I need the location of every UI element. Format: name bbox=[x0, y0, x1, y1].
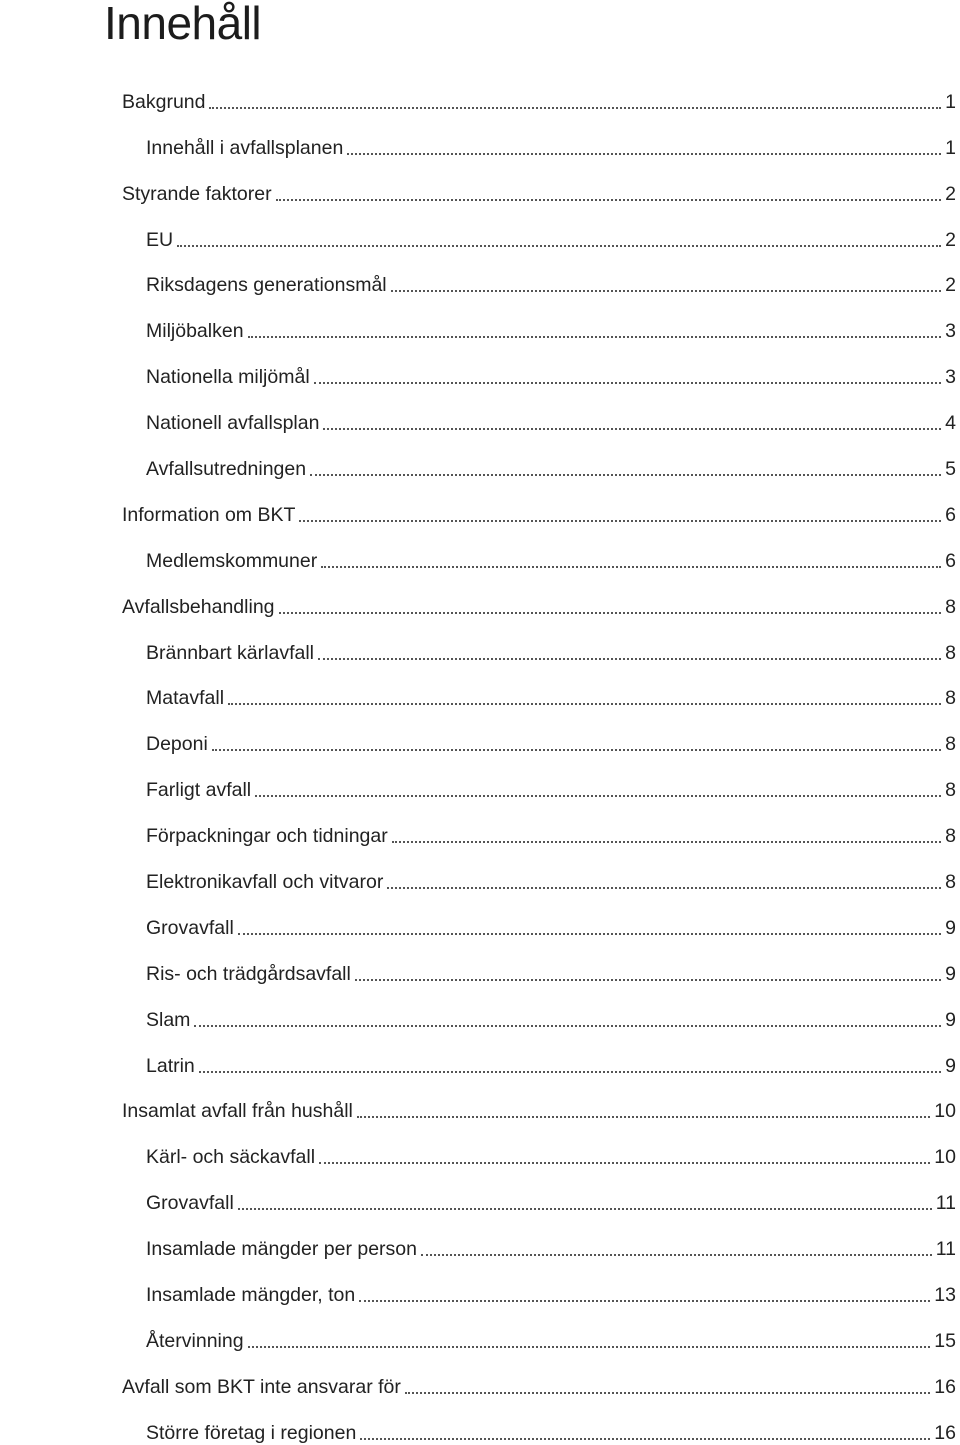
toc-page-number: 8 bbox=[945, 733, 956, 756]
toc-entry[interactable] bbox=[0, 1399, 960, 1445]
toc-entry[interactable] bbox=[0, 435, 960, 481]
dot-leader bbox=[359, 1300, 930, 1302]
toc-entry-title: Grovavfall bbox=[146, 1192, 234, 1215]
toc-page-number: 6 bbox=[945, 549, 956, 572]
toc-entry-title: Latrin bbox=[146, 1054, 195, 1077]
toc-entry-title: Miljöbalken bbox=[146, 320, 244, 343]
toc-entry[interactable] bbox=[0, 665, 960, 711]
toc-entry-title: Återvinning bbox=[146, 1329, 244, 1352]
toc-page-number: 4 bbox=[945, 412, 956, 435]
dot-leader bbox=[321, 566, 941, 568]
toc-entry[interactable] bbox=[0, 940, 960, 986]
dot-leader bbox=[255, 795, 941, 797]
table-of-contents bbox=[0, 68, 960, 1445]
toc-entry-title: Information om BKT bbox=[122, 503, 296, 526]
toc-entry-title: Elektronikavfall och vitvaror bbox=[146, 871, 384, 894]
toc-page-number: 13 bbox=[934, 1284, 956, 1307]
toc-entry-title: Avfallsutredningen bbox=[146, 458, 307, 481]
toc-page-number: 9 bbox=[945, 916, 956, 939]
dot-leader bbox=[276, 199, 942, 201]
toc-page-number: 8 bbox=[945, 641, 956, 664]
toc-entry-title: Avfall som BKT inte ansvarar för bbox=[122, 1375, 401, 1398]
dot-leader bbox=[248, 1346, 931, 1348]
toc-page-number: 8 bbox=[945, 779, 956, 802]
toc-entry-title: Avfallsbehandling bbox=[122, 595, 275, 618]
toc-entry[interactable] bbox=[0, 1353, 960, 1399]
toc-entry[interactable] bbox=[0, 206, 960, 252]
dot-leader bbox=[421, 1254, 932, 1256]
toc-entry[interactable] bbox=[0, 389, 960, 435]
toc-page-number: 10 bbox=[934, 1100, 956, 1123]
toc-page-number: 8 bbox=[945, 595, 956, 618]
toc-page-number: 6 bbox=[945, 503, 956, 526]
dot-leader bbox=[177, 245, 941, 247]
toc-entry-title: EU bbox=[146, 228, 174, 251]
toc-entry[interactable] bbox=[0, 1078, 960, 1124]
toc-entry[interactable] bbox=[0, 1261, 960, 1307]
dot-leader bbox=[199, 1071, 941, 1073]
toc-page-number: 11 bbox=[935, 1238, 956, 1261]
toc-page-number: 16 bbox=[934, 1421, 956, 1444]
dot-leader bbox=[238, 1208, 932, 1210]
toc-entry-title: Deponi bbox=[146, 733, 208, 756]
toc-entry[interactable] bbox=[0, 1123, 960, 1169]
toc-entry[interactable] bbox=[0, 1032, 960, 1078]
toc-entry[interactable] bbox=[0, 756, 960, 802]
toc-page-number: 2 bbox=[945, 228, 956, 251]
toc-entry-title: Bakgrund bbox=[122, 90, 206, 113]
toc-entry-title: Grovavfall bbox=[146, 916, 234, 939]
toc-entry[interactable] bbox=[0, 1215, 960, 1261]
toc-page-number: 1 bbox=[945, 136, 956, 159]
dot-leader bbox=[194, 1025, 941, 1027]
toc-entry[interactable] bbox=[0, 802, 960, 848]
toc-page-number: 8 bbox=[945, 825, 956, 848]
dot-leader bbox=[391, 290, 942, 292]
dot-leader bbox=[318, 658, 941, 660]
toc-entry[interactable] bbox=[0, 160, 960, 206]
toc-page-number: 9 bbox=[945, 1008, 956, 1031]
toc-page-number: 1 bbox=[945, 90, 956, 113]
dot-leader bbox=[405, 1392, 930, 1394]
dot-leader bbox=[347, 153, 941, 155]
dot-leader bbox=[314, 382, 941, 384]
toc-entry[interactable] bbox=[0, 481, 960, 527]
toc-entry-title: Nationella miljömål bbox=[146, 366, 310, 389]
toc-entry-title: Större företag i regionen bbox=[146, 1421, 357, 1444]
toc-page-number: 5 bbox=[945, 458, 956, 481]
dot-leader bbox=[228, 703, 941, 705]
toc-entry[interactable] bbox=[0, 1169, 960, 1215]
toc-entry-title: Förpackningar och tidningar bbox=[146, 825, 388, 848]
toc-entry[interactable] bbox=[0, 527, 960, 573]
toc-entry-title: Slam bbox=[146, 1008, 191, 1031]
dot-leader bbox=[238, 933, 941, 935]
toc-page-number: 9 bbox=[945, 1054, 956, 1077]
toc-page-number: 8 bbox=[945, 871, 956, 894]
toc-entry-title: Medlemskommuner bbox=[146, 549, 318, 572]
toc-page-number: 10 bbox=[934, 1146, 956, 1169]
dot-leader bbox=[279, 612, 942, 614]
toc-entry[interactable] bbox=[0, 252, 960, 298]
toc-page-number: 2 bbox=[945, 274, 956, 297]
dot-leader bbox=[323, 428, 941, 430]
toc-page-number: 3 bbox=[945, 366, 956, 389]
page-title: Innehåll bbox=[104, 0, 262, 49]
toc-entry[interactable] bbox=[0, 986, 960, 1032]
toc-entry-title: Matavfall bbox=[146, 687, 225, 710]
dot-leader bbox=[357, 1116, 930, 1118]
dot-leader bbox=[248, 336, 942, 338]
toc-entry[interactable] bbox=[0, 297, 960, 343]
toc-page-number: 8 bbox=[945, 687, 956, 710]
dot-leader bbox=[387, 887, 941, 889]
toc-page-number: 11 bbox=[935, 1192, 956, 1215]
toc-entry-title: Riksdagens generationsmål bbox=[146, 274, 387, 297]
toc-entry[interactable] bbox=[0, 619, 960, 665]
toc-entry[interactable] bbox=[0, 68, 960, 114]
dot-leader bbox=[319, 1162, 930, 1164]
toc-page-number: 2 bbox=[945, 182, 956, 205]
toc-page-number: 16 bbox=[934, 1375, 956, 1398]
toc-entry[interactable] bbox=[0, 848, 960, 894]
toc-entry[interactable] bbox=[0, 573, 960, 619]
toc-entry-title: Farligt avfall bbox=[146, 779, 252, 802]
toc-page-number: 9 bbox=[945, 962, 956, 985]
toc-entry-title: Ris- och trädgårdsavfall bbox=[146, 962, 351, 985]
dot-leader bbox=[360, 1438, 930, 1440]
dot-leader bbox=[299, 520, 941, 522]
toc-entry[interactable] bbox=[0, 894, 960, 940]
toc-entry-title: Insamlade mängder per person bbox=[146, 1238, 417, 1261]
toc-page-number: 3 bbox=[945, 320, 956, 343]
toc-entry-title: Insamlat avfall från hushåll bbox=[122, 1100, 353, 1123]
dot-leader bbox=[355, 979, 941, 981]
dot-leader bbox=[209, 107, 941, 109]
toc-entry[interactable] bbox=[0, 710, 960, 756]
toc-entry[interactable] bbox=[0, 114, 960, 160]
toc-page-number: 15 bbox=[934, 1329, 956, 1352]
dot-leader bbox=[392, 841, 941, 843]
toc-entry[interactable] bbox=[0, 1307, 960, 1353]
toc-entry-title: Insamlade mängder, ton bbox=[146, 1284, 356, 1307]
toc-entry-title: Brännbart kärlavfall bbox=[146, 641, 314, 664]
dot-leader bbox=[212, 749, 941, 751]
dot-leader bbox=[310, 474, 941, 476]
toc-entry-title: Styrande faktorer bbox=[122, 182, 272, 205]
toc-entry-title: Innehåll i avfallsplanen bbox=[146, 136, 344, 159]
toc-entry-title: Kärl- och säckavfall bbox=[146, 1146, 316, 1169]
toc-entry-title: Nationell avfallsplan bbox=[146, 412, 320, 435]
toc-entry[interactable] bbox=[0, 343, 960, 389]
